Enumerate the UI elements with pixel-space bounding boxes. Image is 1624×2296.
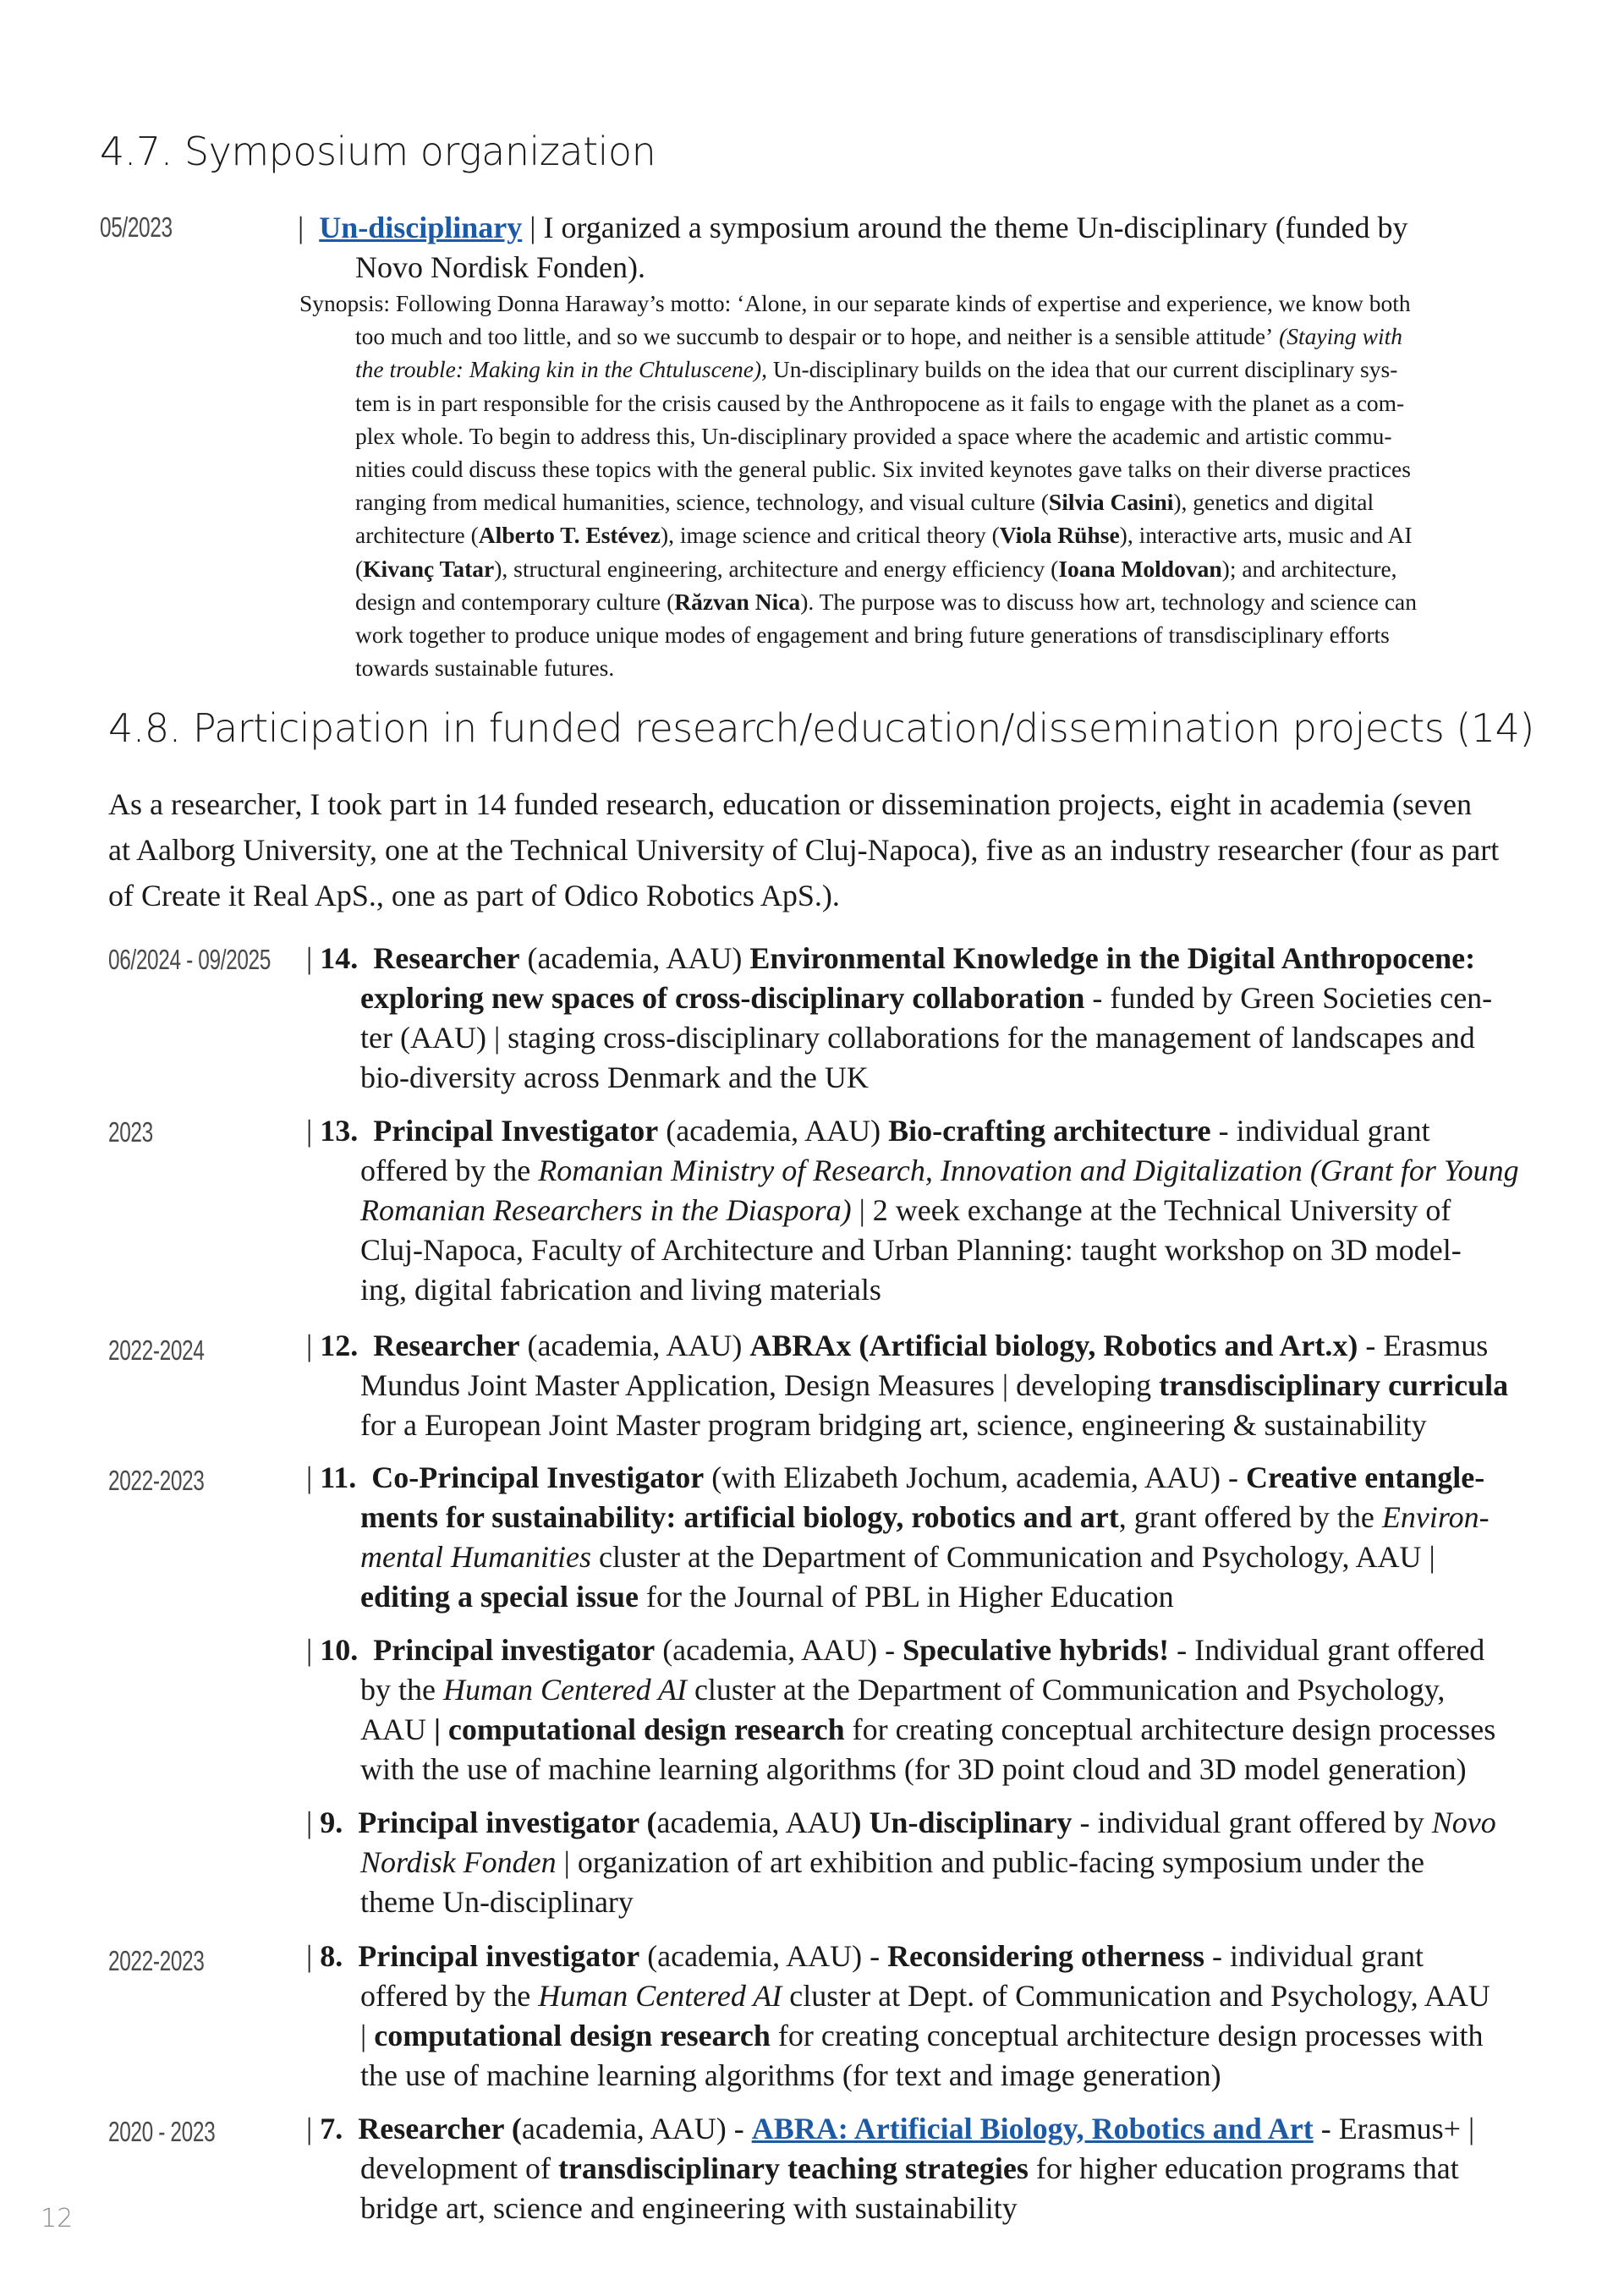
project-8: | 8. Principal investigator (academia, AAU) - Reconsidering otherness - individual grant offered by the Human Centered AI cluster at Dept. of Communication and Psychology, AAU | computational design research for creating conceptual architecture design processes with the use of machine learning algorithms (for text and image generation) [306,1939,1490,2092]
synopsis-line: work together to produce unique modes of engagement and bring future generations of transdisciplinary efforts [355,622,1390,649]
intro-line: at Aalborg University, one at the Technical University of Cluj-Napoca), five as an industry researcher (four as part [108,833,1500,867]
project-9: | 9. Principal investigator (academia, AAU) Un-disciplinary - individual grant offered by Novo Nordisk Fonden | organization of art exhibition and public-facing symposium under the theme Un-disciplinary [306,1806,1496,1919]
page-number: 12 [41,2204,74,2233]
section-heading-4-7: 4.7. Symposium organization [100,129,656,174]
section-intro-paragraph [108,781,1563,918]
symposium-synopsis [299,287,1568,684]
project-14-date: 06/2024 - 09/2025 [108,944,271,975]
synopsis-line: ranging from medical humanities, science, technology, and visual culture (Silvia Casini), genetics and digital [355,489,1374,516]
section-heading-4-8: 4.8. Participation in funded research/education/dissemination projects (14) [108,705,1534,751]
project-11: | 11. Co-Principal Investigator (with Elizabeth Jochum, academia, AAU) - Creative entangle- ments for sustainability: artificial biology, robotics and art, grant offered by the Environ- mental Humanities cluster at the Department of Communication and Psychology, AAU | editing a special issue for the Journal of PBL in Higher Education [306,1460,1490,1614]
symposium-entry [298,208,1566,288]
synopsis-line: nities could discuss these topics with the general public. Six invited keynotes gave talks on their diverse practices [355,456,1411,483]
symposium-date: 05/2023 [100,211,173,243]
synopsis-line: tem is in part responsible for the crisis caused by the Anthropocene as it fails to engage with the planet as a com- [355,389,1405,416]
symposium-desc-2: Novo Nordisk Fonden). [355,250,645,284]
synopsis-line: (Kivanç Tatar), structural engineering, architecture and energy efficiency (Ioana Moldovan); and architecture, [355,555,1397,582]
abra-link[interactable]: ABRA: Artificial Biology, Robotics and Art [751,2112,1314,2145]
entry-bar: | [298,211,304,244]
synopsis-line: architecture (Alberto T. Estévez), image science and critical theory (Viola Rühse), interactive arts, music and AI [355,522,1413,549]
project-14: | 14. Researcher (academia, AAU) Environmental Knowledge in the Digital Anthropocene: exploring new spaces of cross-disciplinary collaboration - funded by Green Societies cen- ter (AAU) | staging cross-disciplinary collaborations for the management of landscapes and bio-diversity across Denmark and the UK [306,941,1493,1094]
synopsis-line: towards sustainable futures. [355,655,615,682]
project-10: | 10. Principal investigator (academia, AAU) - Speculative hybrids! - Individual grant offered by the Human Centered AI cluster at the Department of Communication and Psychology, AAU | computational design research for creating conceptual architecture design processes with the use of machine learning algorithms (for 3D point cloud and 3D model generation) [306,1633,1496,1786]
symposium-desc-1: | I organized a symposium around the theme Un-disciplinary (funded by [529,211,1408,244]
project-12-date: 2022-2024 [108,1334,205,1366]
synopsis-line: too much and too little, and so we succumb to despair or to hope, and neither is a sensible attitude’ (Staying with [355,323,1403,350]
intro-line: of Create it Real ApS., one as part of Odico Robotics ApS.). [108,879,840,912]
project-11-date: 2022-2023 [108,1465,205,1496]
project-8-date: 2022-2023 [108,1945,205,1976]
synopsis-line: Synopsis: Following Donna Haraway’s motto: ‘Alone, in our separate kinds of expertise and experience, we know both [299,290,1411,316]
project-7: | 7. Researcher (academia, AAU) - ABRA: Artificial Biology, Robotics and Art - Erasmus+ | development of transdisciplinary teaching strategies for higher education programs that bridge art, science and engineering with sustainability [306,2112,1475,2225]
synopsis-line: the trouble: Making kin in the Chtuluscene), Un-disciplinary builds on the idea that our current disciplinary sys- [355,356,1398,383]
intro-line: As a researcher, I took part in 14 funded research, education or dissemination projects, eight in academia (seven [108,787,1472,821]
project-12: | 12. Researcher (academia, AAU) ABRAx (Artificial biology, Robotics and Art.x) - Erasmus Mundus Joint Master Application, Design Measures | developing transdisciplinary curricula for a European Joint Master program bridging art, science, engineering & sustainability [306,1329,1509,1442]
project-13-date: 2023 [108,1116,153,1148]
un-disciplinary-link[interactable]: Un-disciplinary [319,211,523,244]
synopsis-line: plex whole. To begin to address this, Un-disciplinary provided a space where the academic and artistic commu- [355,422,1392,449]
synopsis-line: design and contemporary culture (Răzvan Nica). The purpose was to discuss how art, technology and science can [355,588,1417,615]
project-13: | 13. Principal Investigator (academia, AAU) Bio-crafting architecture - individual grant offered by the Romanian Ministry of Research, Innovation and Digitalization (Grant for Young Romanian Researchers in the Diaspora) | 2 week exchange at the Technical University of Cluj-Napoca, Faculty of Architecture and Urban Planning: taught workshop on 3D model- ing, digital fabrication and living materials [306,1114,1519,1307]
project-7-date: 2020 - 2023 [108,2116,216,2147]
